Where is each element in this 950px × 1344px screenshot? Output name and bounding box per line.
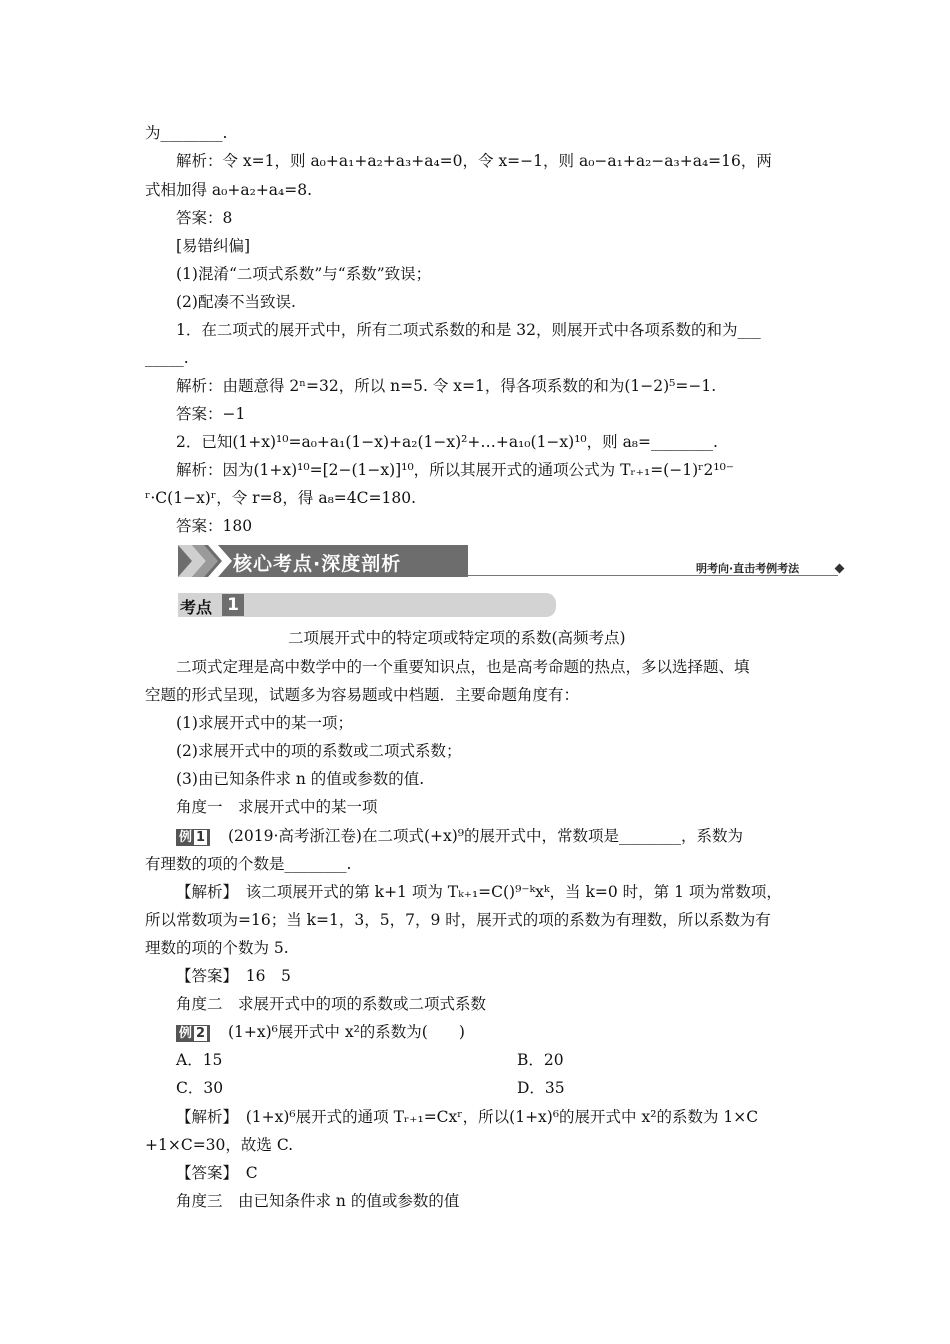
text-line-19: (2)求展开式中的项的系数或二项式系数； xyxy=(176,742,462,760)
section-banner xyxy=(178,545,468,577)
text-line-2: 式相加得 a₀+a₂+a₄=8. xyxy=(145,181,313,199)
text-line-0: 为________. xyxy=(145,124,228,142)
text-line-24: 【解析】 该二项展开式的第 k+1 项为 Tₖ₊₁=C()⁹⁻ᵏxᵏ，当 k=0 时，第 1 项为常数项， xyxy=(176,883,782,901)
text-line-7: 1．在二项式的展开式中，所有二项式系数的和是 32，则展开式中各项系数的和为___ xyxy=(176,321,761,339)
text-line-8: _____. xyxy=(145,349,189,367)
text-line-14: 答案：180 xyxy=(176,517,253,535)
text-line-9: 解析：由题意得 2ⁿ=32，所以 n=5. 令 x=1，得各项系数的和为(1−2)⁵=−1. xyxy=(176,377,717,395)
example-badge: 例 2 xyxy=(176,1025,210,1042)
text-line-6: (2)配凑不当致误. xyxy=(176,293,296,311)
text-line-34: 【解析】 (1+x)⁶展开式的通项 Tᵣ₊₁=Cxʳ，所以(1+x)⁶的展开式中 x²的系数为 1×C xyxy=(176,1108,759,1126)
text-line-11: 2．已知(1+x)¹⁰=a₀+a₁(1−x)+a₂(1−x)²+…+a₁₀(1−x)¹⁰，则 a₈=________. xyxy=(176,433,718,451)
text-line-4: [易错纠偏] xyxy=(176,237,251,255)
text-line-23: 有理数的项的个数是________. xyxy=(145,855,352,873)
text-line-18: (1)求展开式中的某一项； xyxy=(176,714,353,732)
text-line-10: 答案：−1 xyxy=(176,405,246,423)
text-line-20: (3)由已知条件求 n 的值或参数的值. xyxy=(176,770,425,788)
text-line-27: 【答案】 16 5 xyxy=(176,967,291,985)
banner-title: 核心考点·深度剖析 xyxy=(233,553,402,575)
option-b: B．20 xyxy=(517,1051,564,1069)
text-line-12: 解析：因为(1+x)¹⁰=[2−(1−x)]¹⁰，所以其展开式的通项公式为 Tᵣ₊₁=(−1)ʳ2¹⁰⁻ xyxy=(176,461,734,479)
text-line-29: (1+x)⁶展开式中 x²的系数为( ) xyxy=(228,1023,465,1041)
text-line-36: 【答案】 C xyxy=(176,1164,258,1182)
example-badge: 例 1 xyxy=(176,829,210,846)
text-line-5: (1)混淆“二项式系数”与“系数”致误； xyxy=(176,265,432,283)
text-line-22: (2019·高考浙江卷)在二项式(+x)⁹的展开式中，常数项是________，系数为 xyxy=(228,827,744,845)
option-c: C．30 xyxy=(176,1079,224,1097)
text-line-13: ʳ·C(1−x)ʳ，令 r=8，得 a₈=4C=180. xyxy=(145,489,417,507)
option-a: A．15 xyxy=(176,1051,223,1069)
banner-subtitle: 明考向·直击考例考法 xyxy=(696,562,800,575)
example-2-tag xyxy=(176,1022,216,1042)
kaodian-number: 1 xyxy=(222,594,244,616)
example-1-tag xyxy=(176,826,216,846)
angle-heading-1: 角度一 求展开式中的某一项 xyxy=(176,798,378,816)
text-line-25: 所以常数项为=16；当 k=1，3，5，7，9 时，展开式的项的系数为有理数，所以系数为有 xyxy=(145,911,771,929)
chevron-arrows-icon xyxy=(178,545,238,577)
text-line-16: 二项式定理是高中数学中的一个重要知识点，也是高考命题的热点，多以选择题、填 xyxy=(176,658,750,676)
diamond-icon xyxy=(835,564,845,574)
kaodian-label: 考点 xyxy=(180,598,213,617)
text-line-3: 答案：8 xyxy=(176,209,233,227)
angle-heading-2: 角度二 求展开式中的项的系数或二项式系数 xyxy=(176,995,487,1013)
option-d: D．35 xyxy=(517,1079,565,1097)
text-line-17: 空题的形式呈现，试题多为容易题或中档题．主要命题角度有： xyxy=(145,686,580,704)
section-heading: 二项展开式中的特定项或特定项的系数(高频考点) xyxy=(288,629,626,647)
angle-heading-3: 角度三 由已知条件求 n 的值或参数的值 xyxy=(176,1192,460,1210)
text-line-26: 理数的项的个数为 5. xyxy=(145,939,289,957)
text-line-35: +1×C=30，故选 C. xyxy=(145,1136,294,1154)
text-line-1: 解析：令 x=1，则 a₀+a₁+a₂+a₃+a₄=0，令 x=−1，则 a₀−a₁+a₂−a₃+a₄=16，两 xyxy=(176,152,772,170)
